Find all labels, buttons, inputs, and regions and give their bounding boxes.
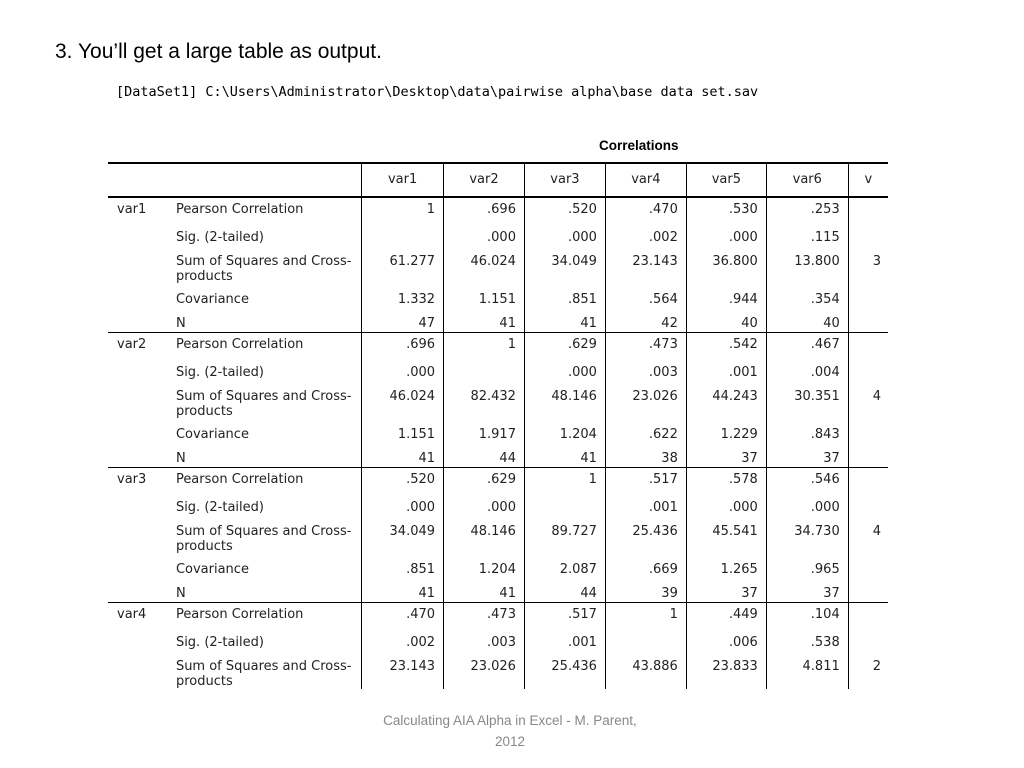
value-cell: 23.833: [686, 651, 766, 689]
row-variable: [108, 578, 173, 603]
value-cell: .000: [524, 222, 605, 246]
table-row: [108, 419, 888, 443]
value-cell: 40: [766, 308, 848, 333]
value-cell: .000: [362, 492, 444, 516]
value-cell: [848, 333, 888, 358]
table-row: [108, 333, 888, 358]
value-cell: .449: [686, 603, 766, 628]
value-cell: 1.265: [686, 554, 766, 578]
value-cell: .000: [444, 222, 525, 246]
value-cell: .851: [524, 284, 605, 308]
value-cell: 37: [766, 578, 848, 603]
value-cell: [848, 308, 888, 333]
value-cell: .003: [444, 627, 525, 651]
value-cell: .530: [686, 197, 766, 222]
value-cell: 43.886: [605, 651, 686, 689]
value-cell: .473: [605, 333, 686, 358]
row-variable: [108, 554, 173, 578]
value-cell: .006: [686, 627, 766, 651]
value-cell: 13.800: [766, 246, 848, 284]
value-cell: 4.811: [766, 651, 848, 689]
value-cell: 82.432: [444, 381, 525, 419]
value-cell: .851: [362, 554, 444, 578]
value-cell: 1: [362, 197, 444, 222]
value-cell: .467: [766, 333, 848, 358]
value-cell: .517: [605, 468, 686, 493]
value-cell: .578: [686, 468, 766, 493]
value-cell: .622: [605, 419, 686, 443]
value-cell: 37: [766, 443, 848, 468]
value-cell: .002: [605, 222, 686, 246]
value-cell: 47: [362, 308, 444, 333]
value-cell: 36.800: [686, 246, 766, 284]
footer-line: Calculating AIA Alpha in Excel - M. Parent,: [383, 713, 637, 728]
value-cell: 2.087: [524, 554, 605, 578]
statistic-label: Covariance: [175, 427, 249, 442]
value-cell: .001: [686, 357, 766, 381]
value-cell: [848, 222, 888, 246]
value-cell: .000: [686, 492, 766, 516]
value-cell: [362, 222, 444, 246]
statistic-label: Sig. (2-tailed): [175, 230, 264, 245]
value-cell: .115: [766, 222, 848, 246]
statistic-label: N: [173, 443, 362, 468]
value-cell: .354: [766, 284, 848, 308]
table-row: [108, 197, 888, 222]
value-cell: .001: [524, 627, 605, 651]
dataset-path: [DataSet1] C:\Users\Administrator\Desktop\data\pairwise alpha\base data set.sav: [116, 84, 759, 100]
value-cell: .944: [686, 284, 766, 308]
value-cell: .003: [605, 357, 686, 381]
value-cell: .538: [766, 627, 848, 651]
value-cell: 46.024: [444, 246, 525, 284]
value-cell: 30.351: [766, 381, 848, 419]
table-row: [108, 468, 888, 493]
value-cell: [848, 578, 888, 603]
value-cell: 25.436: [605, 516, 686, 554]
value-cell: [848, 627, 888, 651]
value-cell: .000: [524, 357, 605, 381]
table-row: [108, 222, 888, 246]
table-row: [108, 381, 888, 419]
value-cell: 41: [524, 443, 605, 468]
statistic-label: Sig. (2-tailed): [175, 500, 264, 515]
row-variable: [108, 308, 173, 333]
value-cell: .629: [524, 333, 605, 358]
value-cell: .470: [605, 197, 686, 222]
statistic-label: Sum of Squares and Cross-products: [175, 254, 352, 284]
value-cell: 1: [444, 333, 525, 358]
row-variable: var1: [117, 202, 147, 217]
column-header: var6: [766, 163, 848, 197]
statistic-label: Covariance: [175, 292, 249, 307]
value-cell: 23.143: [605, 246, 686, 284]
statistic-label: Sum of Squares and Cross-products: [175, 389, 352, 419]
value-cell: 41: [524, 308, 605, 333]
value-cell: 1.151: [444, 284, 525, 308]
table-row: [108, 246, 888, 284]
row-variable: var4: [117, 607, 147, 622]
statistic-label: Sig. (2-tailed): [175, 635, 264, 650]
value-cell: 1.917: [444, 419, 525, 443]
value-cell: 1.204: [524, 419, 605, 443]
value-cell: [848, 284, 888, 308]
row-variable: [108, 381, 173, 419]
value-cell: .696: [362, 333, 444, 358]
value-cell: 4: [848, 381, 888, 419]
value-cell: .965: [766, 554, 848, 578]
table-row: [108, 516, 888, 554]
value-cell: 37: [686, 578, 766, 603]
value-cell: 41: [444, 308, 525, 333]
header-corner: [108, 163, 173, 197]
value-cell: .000: [686, 222, 766, 246]
value-cell: [848, 468, 888, 493]
row-variable: var3: [117, 472, 147, 487]
value-cell: .542: [686, 333, 766, 358]
value-cell: .002: [362, 627, 444, 651]
value-cell: [848, 357, 888, 381]
row-variable: [108, 419, 173, 443]
row-variable: [108, 246, 173, 284]
value-cell: [444, 357, 525, 381]
correlations-table: [108, 162, 888, 689]
value-cell: .470: [362, 603, 444, 628]
row-variable: [108, 492, 173, 516]
header-corner-label: [173, 163, 362, 197]
value-cell: 41: [444, 578, 525, 603]
value-cell: [848, 603, 888, 628]
table-row: [108, 627, 888, 651]
statistic-label: Pearson Correlation: [175, 472, 304, 487]
value-cell: 44: [524, 578, 605, 603]
value-cell: 34.730: [766, 516, 848, 554]
value-cell: 61.277: [362, 246, 444, 284]
value-cell: .000: [444, 492, 525, 516]
value-cell: [848, 443, 888, 468]
value-cell: 44.243: [686, 381, 766, 419]
value-cell: 1.229: [686, 419, 766, 443]
value-cell: .520: [362, 468, 444, 493]
statistic-label: Sig. (2-tailed): [175, 365, 264, 380]
value-cell: 1.151: [362, 419, 444, 443]
value-cell: .517: [524, 603, 605, 628]
row-variable: [108, 222, 173, 246]
statistic-label: Covariance: [175, 562, 249, 577]
value-cell: 3: [848, 246, 888, 284]
value-cell: .564: [605, 284, 686, 308]
value-cell: 2: [848, 651, 888, 689]
value-cell: .520: [524, 197, 605, 222]
row-variable: [108, 651, 173, 689]
table-row: [108, 357, 888, 381]
column-header: var4: [605, 163, 686, 197]
table-row: [108, 308, 888, 333]
table-row: [108, 443, 888, 468]
value-cell: 41: [362, 578, 444, 603]
value-cell: .000: [766, 492, 848, 516]
value-cell: .629: [444, 468, 525, 493]
value-cell: 1: [524, 468, 605, 493]
value-cell: [605, 627, 686, 651]
table-body: [108, 197, 888, 689]
value-cell: 39: [605, 578, 686, 603]
row-variable: [108, 516, 173, 554]
value-cell: [848, 492, 888, 516]
value-cell: .696: [444, 197, 525, 222]
statistic-label: Pearson Correlation: [175, 202, 304, 217]
value-cell: .004: [766, 357, 848, 381]
value-cell: 4: [848, 516, 888, 554]
value-cell: 44: [444, 443, 525, 468]
column-header: var5: [686, 163, 766, 197]
row-variable: [108, 357, 173, 381]
column-header: v: [848, 163, 888, 197]
value-cell: .104: [766, 603, 848, 628]
table-row: [108, 492, 888, 516]
value-cell: .843: [766, 419, 848, 443]
value-cell: 1.332: [362, 284, 444, 308]
value-cell: 23.026: [605, 381, 686, 419]
value-cell: 25.436: [524, 651, 605, 689]
column-header: var1: [362, 163, 444, 197]
statistic-label: Pearson Correlation: [175, 607, 304, 622]
value-cell: .473: [444, 603, 525, 628]
value-cell: 23.143: [362, 651, 444, 689]
value-cell: 38: [605, 443, 686, 468]
value-cell: 45.541: [686, 516, 766, 554]
table-row: [108, 554, 888, 578]
statistic-label: N: [173, 578, 362, 603]
value-cell: [848, 554, 888, 578]
value-cell: 46.024: [362, 381, 444, 419]
table-header-row: [108, 163, 888, 197]
table-row: [108, 603, 888, 628]
table-row: [108, 284, 888, 308]
column-header: var2: [444, 163, 525, 197]
row-variable: [108, 443, 173, 468]
row-variable: [108, 284, 173, 308]
value-cell: .669: [605, 554, 686, 578]
table-row: [108, 578, 888, 603]
slide-title: 3. You’ll get a large table as output.: [55, 40, 382, 63]
value-cell: 34.049: [362, 516, 444, 554]
row-variable: var2: [117, 337, 147, 352]
value-cell: .001: [605, 492, 686, 516]
value-cell: [524, 492, 605, 516]
table-row: [108, 651, 888, 689]
value-cell: 23.026: [444, 651, 525, 689]
value-cell: 41: [362, 443, 444, 468]
statistic-label: N: [173, 308, 362, 333]
statistic-label: Sum of Squares and Cross-products: [175, 659, 352, 689]
value-cell: .000: [362, 357, 444, 381]
value-cell: 89.727: [524, 516, 605, 554]
value-cell: 48.146: [524, 381, 605, 419]
value-cell: .253: [766, 197, 848, 222]
value-cell: .546: [766, 468, 848, 493]
statistic-label: Pearson Correlation: [175, 337, 304, 352]
value-cell: [848, 419, 888, 443]
table-title: Correlations: [599, 138, 679, 153]
value-cell: 48.146: [444, 516, 525, 554]
column-header: var3: [524, 163, 605, 197]
value-cell: 42: [605, 308, 686, 333]
value-cell: 1: [605, 603, 686, 628]
value-cell: 37: [686, 443, 766, 468]
row-variable: [108, 627, 173, 651]
value-cell: 1.204: [444, 554, 525, 578]
value-cell: 34.049: [524, 246, 605, 284]
statistic-label: Sum of Squares and Cross-products: [175, 524, 352, 554]
value-cell: 40: [686, 308, 766, 333]
footer-line: 2012: [494, 734, 526, 749]
value-cell: [848, 197, 888, 222]
slide-footer: [350, 710, 670, 752]
spss-output-screenshot: [108, 78, 888, 689]
